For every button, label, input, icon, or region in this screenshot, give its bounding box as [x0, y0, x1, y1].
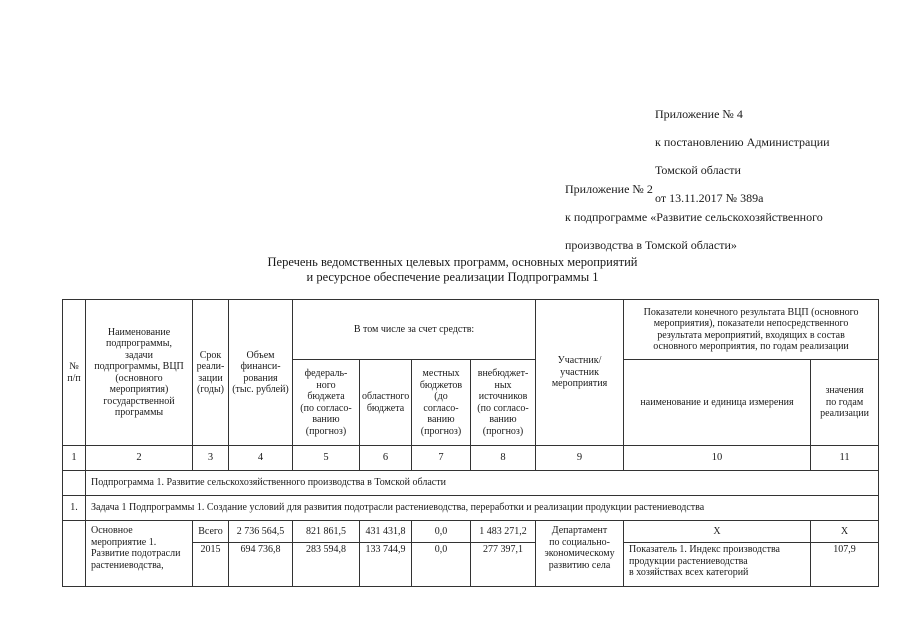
- column-number-row: [63, 446, 879, 471]
- cell-indicator: Х: [624, 521, 811, 543]
- appendix-4-line-1: к постановлению Администрации: [655, 135, 830, 149]
- header-local: местных бюджетов (до согласо- ванию (прогноз): [412, 360, 471, 446]
- cell-regional: 431 431,8: [360, 521, 412, 543]
- column-number: 2: [86, 446, 193, 471]
- program-table: [62, 299, 879, 587]
- column-number: 4: [229, 446, 293, 471]
- column-number: 11: [811, 446, 879, 471]
- subprogram-row: [63, 471, 879, 496]
- table-row: [63, 521, 879, 543]
- header-sources-group: В том числе за счет средств:: [293, 300, 536, 360]
- appendix-2-line-2: производства в Томской области»: [565, 238, 737, 252]
- cell-value: 107,9: [811, 543, 879, 587]
- appendix-2-block: [565, 168, 823, 266]
- header-federal: федераль- ного бюджета (по согласо- ванию (прогноз): [293, 360, 360, 446]
- cell-regional: 133 744,9: [360, 543, 412, 587]
- column-number: 5: [293, 446, 360, 471]
- header-indicators-group: Показатели конечного результата ВЦП (основного мероприятия), показатели непосредственного результата мероприятий, входящих в состав основного мероприятия, по годам реализации: [624, 300, 879, 360]
- cell-local: 0,0: [412, 521, 471, 543]
- header-participant: Участник/ участник мероприятия: [536, 300, 624, 446]
- column-number: 8: [471, 446, 536, 471]
- document-title: Перечень ведомственных целевых программ, основных мероприятий и ресурсное обеспечение реализации Подпрограммы 1: [267, 255, 638, 284]
- header-num: № п/п: [63, 300, 86, 446]
- cell-term: Всего: [193, 521, 229, 543]
- cell-value: Х: [811, 521, 879, 543]
- appendix-4-title: Приложение № 4: [655, 107, 743, 121]
- column-number: 10: [624, 446, 811, 471]
- header-volume: Объем финанси- рования (тыс. рублей): [229, 300, 293, 446]
- measure-name: Основное мероприятие 1. Развитие подотрасли растениеводства,: [86, 521, 193, 587]
- header-extra: внебюджет- ных источников (по согласо- ванию (прогноз): [471, 360, 536, 446]
- cell-indicator: Показатель 1. Индекс производства продукции растениеводства в хозяйствах всех категорий: [624, 543, 811, 587]
- header-name: Наименование подпрограммы, задачи подпрограммы, ВЦП (основного мероприятия) государственной программы: [86, 300, 193, 446]
- appendix-4-line-3: от 13.11.2017 № 389а: [655, 191, 764, 205]
- cell-extra: 1 483 271,2: [471, 521, 536, 543]
- header-indicator-name: наименование и единица измерения: [624, 360, 811, 446]
- cell-local: 0,0: [412, 543, 471, 587]
- cell-volume: 2 736 564,5: [229, 521, 293, 543]
- task-row: [63, 496, 879, 521]
- column-number: 7: [412, 446, 471, 471]
- appendix-2-title: Приложение № 2: [565, 182, 653, 196]
- column-number: 1: [63, 446, 86, 471]
- task-title: Задача 1 Подпрограммы 1. Создание условий для развития подотрасли растениеводства, переработки и реализации продукции растениеводства: [86, 496, 879, 521]
- measure-participant: Департамент по социально- экономическому развитию села: [536, 521, 624, 587]
- cell-federal: 821 861,5: [293, 521, 360, 543]
- cell-federal: 283 594,8: [293, 543, 360, 587]
- appendix-4-line-2: Томской области: [655, 163, 741, 177]
- cell-volume: 694 736,8: [229, 543, 293, 587]
- column-number: 3: [193, 446, 229, 471]
- header-indicator-values: значения по годам реализации: [811, 360, 879, 446]
- column-number: 9: [536, 446, 624, 471]
- header-regional: областного бюджета: [360, 360, 412, 446]
- task-num: 1.: [63, 496, 86, 521]
- header-term: Срок реали- зации (годы): [193, 300, 229, 446]
- cell-extra: 277 397,1: [471, 543, 536, 587]
- appendix-2-line-1: к подпрограмме «Развитие сельскохозяйственного: [565, 210, 823, 224]
- cell-term: 2015: [193, 543, 229, 587]
- subprogram-title: Подпрограмма 1. Развитие сельскохозяйственного производства в Томской области: [86, 471, 879, 496]
- column-number: 6: [360, 446, 412, 471]
